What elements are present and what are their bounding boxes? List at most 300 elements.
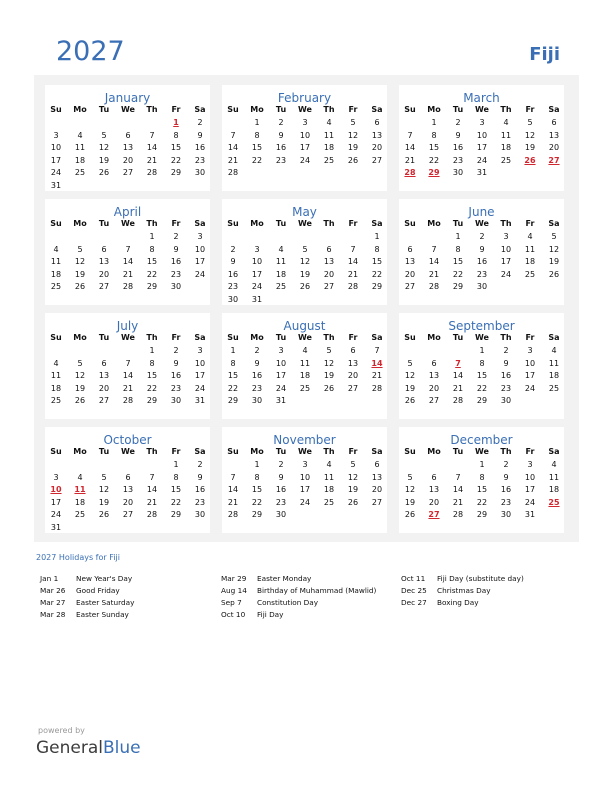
holiday-name: Easter Saturday: [76, 598, 135, 607]
day-cell: 21: [428, 269, 440, 279]
day-cell: 6: [350, 346, 356, 355]
day-cell: 14: [122, 371, 134, 380]
weekday-header: Su: [50, 105, 62, 114]
weekday-header: Tu: [275, 105, 287, 114]
day-cell: 14: [227, 143, 239, 152]
day-cell: 24: [50, 168, 62, 177]
day-cell: 2: [173, 232, 179, 241]
day-cell: 2: [503, 460, 509, 469]
weekday-header: Tu: [452, 105, 464, 114]
day-cell: 24: [50, 510, 62, 519]
day-cell: 7: [125, 358, 131, 368]
day-cell: 31: [50, 180, 62, 190]
day-cell: 17: [194, 257, 206, 266]
day-cell: 24: [524, 383, 536, 393]
holiday-name: New Year's Day: [76, 574, 133, 583]
day-cell: 1: [230, 346, 236, 355]
day-cell: 21: [146, 497, 158, 507]
weekday-header: Sa: [194, 447, 206, 456]
day-cell: 12: [74, 371, 86, 380]
day-cell: 19: [404, 497, 416, 507]
holiday-date: Oct 11: [401, 574, 426, 583]
day-cell: 21: [146, 155, 158, 165]
month-title: July: [116, 319, 139, 333]
day-cell: 25: [74, 510, 86, 519]
weekday-header: Th: [500, 219, 512, 228]
day-cell: 19: [548, 257, 560, 266]
holiday-day-cell: 25: [548, 497, 560, 507]
day-cell: 23: [170, 383, 182, 393]
day-cell: 24: [476, 155, 488, 165]
day-cell: 3: [527, 460, 533, 469]
month-october: [45, 427, 210, 533]
day-cell: 26: [548, 269, 560, 279]
day-cell: 30: [227, 294, 239, 304]
day-cell: 19: [98, 155, 110, 165]
weekday-header: We: [298, 333, 312, 342]
day-cell: 22: [428, 155, 440, 165]
day-cell: 12: [404, 371, 416, 380]
day-cell: 3: [503, 232, 509, 241]
day-cell: 1: [455, 232, 461, 241]
day-cell: 14: [146, 485, 158, 494]
day-cell: 1: [374, 232, 380, 241]
day-cell: 18: [548, 485, 560, 494]
day-cell: 21: [347, 269, 359, 279]
day-cell: 13: [404, 257, 416, 266]
day-cell: 22: [452, 269, 464, 279]
day-cell: 3: [302, 460, 308, 469]
day-cell: 24: [524, 497, 536, 507]
day-cell: 3: [479, 118, 485, 127]
day-cell: 17: [299, 143, 311, 152]
weekday-header: Fr: [525, 447, 535, 456]
holiday-name: Birthday of Muhammad (Mawlid): [257, 586, 377, 595]
weekday-header: Th: [323, 333, 335, 342]
day-cell: 30: [194, 168, 206, 177]
day-cell: 28: [122, 282, 134, 291]
day-cell: 10: [524, 358, 536, 368]
day-cell: 5: [407, 358, 413, 368]
day-cell: 22: [371, 269, 383, 279]
day-cell: 16: [476, 257, 488, 266]
day-cell: 16: [227, 269, 239, 279]
day-cell: 2: [455, 118, 461, 127]
day-cell: 3: [302, 118, 308, 127]
holiday-date: Mar 27: [40, 598, 66, 607]
day-cell: 3: [254, 244, 260, 254]
weekday-header: Fr: [525, 219, 535, 228]
day-cell: 10: [194, 358, 206, 368]
day-cell: 25: [74, 168, 86, 177]
logo-text-general: General: [36, 738, 103, 758]
day-cell: 1: [173, 460, 179, 469]
weekday-header: Tu: [98, 333, 110, 342]
weekday-header: Su: [227, 105, 239, 114]
month-title: June: [468, 205, 495, 219]
day-cell: 11: [548, 358, 560, 368]
weekday-header: Sa: [194, 333, 206, 342]
day-cell: 29: [146, 282, 158, 291]
day-cell: 13: [98, 371, 110, 380]
day-cell: 7: [149, 130, 155, 140]
day-cell: 26: [74, 396, 86, 405]
weekday-header: Sa: [194, 105, 206, 114]
weekday-header: Th: [323, 447, 335, 456]
day-cell: 16: [170, 371, 182, 380]
weekday-header: Mo: [427, 219, 441, 228]
day-cell: 8: [173, 472, 179, 482]
weekday-header: Su: [227, 447, 239, 456]
day-cell: 25: [500, 155, 512, 165]
day-cell: 6: [101, 244, 107, 254]
day-cell: 16: [170, 257, 182, 266]
day-cell: 27: [98, 282, 110, 291]
day-cell: 20: [371, 485, 383, 494]
day-cell: 25: [548, 383, 560, 393]
day-cell: 16: [251, 371, 263, 380]
day-cell: 25: [323, 497, 335, 507]
day-cell: 18: [524, 257, 536, 266]
day-cell: 4: [302, 346, 308, 355]
day-cell: 12: [74, 257, 86, 266]
day-cell: 22: [476, 497, 488, 507]
day-cell: 2: [479, 232, 485, 241]
weekday-header: Su: [227, 219, 239, 228]
day-cell: 8: [149, 244, 155, 254]
weekday-header: We: [475, 219, 489, 228]
day-cell: 25: [323, 155, 335, 165]
day-cell: 10: [476, 130, 488, 140]
weekday-header: Sa: [371, 333, 383, 342]
weekday-header: We: [121, 447, 135, 456]
day-cell: 27: [404, 282, 416, 291]
day-cell: 6: [125, 472, 131, 482]
month-title: December: [450, 433, 513, 447]
day-cell: 28: [452, 510, 464, 519]
month-august: [222, 313, 387, 419]
day-cell: 2: [173, 346, 179, 355]
day-cell: 18: [275, 269, 287, 279]
day-cell: 24: [251, 282, 263, 291]
day-cell: 8: [431, 130, 437, 140]
day-cell: 5: [77, 244, 83, 254]
day-cell: 19: [98, 497, 110, 507]
day-cell: 28: [428, 282, 440, 291]
day-cell: 21: [371, 371, 383, 380]
day-cell: 26: [404, 510, 416, 519]
day-cell: 26: [404, 396, 416, 405]
day-cell: 6: [374, 460, 380, 469]
day-cell: 11: [323, 130, 335, 140]
day-cell: 19: [74, 269, 86, 279]
day-cell: 5: [551, 232, 557, 241]
day-cell: 14: [428, 257, 440, 266]
day-cell: 17: [299, 485, 311, 494]
month-january: [45, 85, 210, 191]
day-cell: 26: [98, 168, 110, 177]
holiday-day-cell: 10: [50, 485, 62, 494]
weekday-header: We: [475, 105, 489, 114]
day-cell: 4: [326, 118, 332, 127]
day-cell: 29: [452, 282, 464, 291]
day-cell: 23: [194, 497, 206, 507]
day-cell: 10: [524, 472, 536, 482]
day-cell: 17: [50, 155, 62, 165]
holiday-name: Fiji Day (substitute day): [437, 574, 524, 583]
day-cell: 4: [53, 244, 59, 254]
day-cell: 29: [170, 510, 182, 519]
weekday-header: Fr: [171, 219, 181, 228]
holiday-day-cell: 27: [428, 510, 440, 519]
day-cell: 25: [50, 396, 62, 405]
weekday-header: Tu: [275, 219, 287, 228]
day-cell: 30: [452, 168, 464, 177]
month-title: October: [103, 433, 152, 447]
day-cell: 7: [230, 130, 236, 140]
day-cell: 2: [197, 118, 203, 127]
day-cell: 9: [173, 358, 179, 368]
day-cell: 17: [476, 143, 488, 152]
day-cell: 23: [500, 383, 512, 393]
day-cell: 30: [500, 396, 512, 405]
holiday-day-cell: 26: [524, 155, 536, 165]
weekday-header: We: [121, 105, 135, 114]
day-cell: 25: [524, 269, 536, 279]
day-cell: 29: [170, 168, 182, 177]
day-cell: 20: [404, 269, 416, 279]
day-cell: 26: [347, 155, 359, 165]
day-cell: 27: [371, 497, 383, 507]
holiday-name: Christmas Day: [437, 586, 491, 595]
day-cell: 11: [500, 130, 512, 140]
day-cell: 26: [347, 497, 359, 507]
day-cell: 29: [146, 396, 158, 405]
day-cell: 4: [527, 232, 533, 241]
day-cell: 3: [278, 346, 284, 355]
day-cell: 6: [551, 118, 557, 127]
weekday-header: Fr: [348, 333, 358, 342]
day-cell: 19: [404, 383, 416, 393]
weekday-header: Fr: [348, 447, 358, 456]
weekday-header: Fr: [348, 219, 358, 228]
weekday-header: Mo: [250, 333, 264, 342]
weekday-header: Mo: [73, 219, 87, 228]
day-cell: 23: [170, 269, 182, 279]
day-cell: 15: [476, 485, 488, 494]
day-cell: 23: [251, 383, 263, 393]
day-cell: 1: [254, 460, 260, 469]
holiday-date: Mar 28: [40, 610, 66, 619]
day-cell: 10: [251, 257, 263, 266]
weekday-header: Fr: [171, 333, 181, 342]
day-cell: 4: [551, 460, 557, 469]
day-cell: 17: [500, 257, 512, 266]
day-cell: 9: [503, 358, 509, 368]
day-cell: 29: [371, 282, 383, 291]
day-cell: 18: [74, 155, 86, 165]
weekday-header: Mo: [250, 447, 264, 456]
day-cell: 15: [476, 371, 488, 380]
weekday-header: Sa: [548, 105, 560, 114]
holiday-date: Mar 29: [221, 574, 247, 583]
weekday-header: Su: [404, 333, 416, 342]
holiday-day-cell: 29: [428, 168, 440, 177]
day-cell: 13: [347, 358, 359, 368]
weekday-header: Su: [404, 105, 416, 114]
day-cell: 29: [476, 510, 488, 519]
month-title: April: [113, 205, 142, 219]
day-cell: 5: [350, 460, 356, 469]
day-cell: 15: [251, 485, 263, 494]
day-cell: 26: [74, 282, 86, 291]
day-cell: 23: [500, 497, 512, 507]
day-cell: 15: [428, 143, 440, 152]
weekday-header: We: [298, 219, 312, 228]
day-cell: 16: [275, 143, 287, 152]
day-cell: 13: [428, 485, 440, 494]
day-cell: 20: [347, 371, 359, 380]
day-cell: 8: [374, 244, 380, 254]
day-cell: 9: [503, 472, 509, 482]
day-cell: 21: [404, 155, 416, 165]
month-title: August: [283, 319, 326, 333]
weekday-header: Tu: [98, 219, 110, 228]
day-cell: 17: [251, 269, 263, 279]
day-cell: 30: [275, 510, 287, 519]
holiday-date: Dec 25: [401, 586, 427, 595]
day-cell: 30: [500, 510, 512, 519]
day-cell: 28: [227, 510, 239, 519]
day-cell: 12: [98, 485, 110, 494]
weekday-header: Mo: [427, 105, 441, 114]
day-cell: 2: [278, 460, 284, 469]
month-title: February: [277, 91, 332, 105]
day-cell: 17: [524, 485, 536, 494]
day-cell: 28: [122, 396, 134, 405]
month-september: [399, 313, 564, 419]
day-cell: 24: [275, 383, 287, 393]
day-cell: 24: [194, 269, 206, 279]
day-cell: 12: [323, 358, 335, 368]
day-cell: 20: [122, 155, 134, 165]
day-cell: 22: [170, 155, 182, 165]
day-cell: 21: [452, 383, 464, 393]
day-cell: 16: [194, 143, 206, 152]
weekday-header: Fr: [525, 105, 535, 114]
day-cell: 10: [299, 472, 311, 482]
day-cell: 4: [278, 244, 284, 254]
weekday-header: Th: [146, 333, 158, 342]
day-cell: 5: [77, 358, 83, 368]
day-cell: 30: [170, 282, 182, 291]
day-cell: 10: [275, 358, 287, 368]
month-july: [45, 313, 210, 419]
weekday-header: Fr: [348, 105, 358, 114]
weekday-header: We: [121, 219, 135, 228]
day-cell: 20: [98, 269, 110, 279]
weekday-header: Su: [50, 219, 62, 228]
holiday-date: Oct 10: [221, 610, 246, 619]
day-cell: 31: [476, 168, 488, 177]
day-cell: 15: [371, 257, 383, 266]
generalblue-logo[interactable]: [36, 738, 141, 758]
day-cell: 15: [146, 257, 158, 266]
day-cell: 7: [431, 244, 437, 254]
month-november: [222, 427, 387, 533]
weekday-header: Sa: [371, 105, 383, 114]
month-december: [399, 427, 564, 533]
day-cell: 15: [170, 143, 182, 152]
weekday-header: Th: [146, 105, 158, 114]
weekday-header: We: [121, 333, 135, 342]
day-cell: 2: [278, 118, 284, 127]
day-cell: 20: [122, 497, 134, 507]
day-cell: 8: [230, 358, 236, 368]
day-cell: 15: [452, 257, 464, 266]
day-cell: 23: [452, 155, 464, 165]
weekday-header: Th: [146, 219, 158, 228]
weekday-header: We: [298, 105, 312, 114]
month-may: [222, 199, 387, 305]
year-title: 2027: [56, 36, 125, 67]
day-cell: 22: [251, 497, 263, 507]
weekday-header: Fr: [171, 447, 181, 456]
holiday-name: Good Friday: [76, 586, 120, 595]
month-march: [399, 85, 564, 191]
weekday-header: Sa: [548, 333, 560, 342]
weekday-header: Su: [404, 447, 416, 456]
day-cell: 8: [479, 472, 485, 482]
day-cell: 20: [428, 497, 440, 507]
day-cell: 9: [278, 130, 284, 140]
weekday-header: Th: [500, 447, 512, 456]
day-cell: 8: [455, 244, 461, 254]
day-cell: 18: [323, 143, 335, 152]
day-cell: 1: [479, 346, 485, 355]
weekday-header: Fr: [171, 105, 181, 114]
day-cell: 18: [50, 383, 62, 393]
day-cell: 15: [170, 485, 182, 494]
day-cell: 14: [122, 257, 134, 266]
day-cell: 13: [122, 485, 134, 494]
weekday-header: Sa: [194, 219, 206, 228]
holiday-name: Boxing Day: [437, 598, 479, 607]
day-cell: 13: [371, 130, 383, 140]
day-cell: 18: [548, 371, 560, 380]
day-cell: 12: [98, 143, 110, 152]
day-cell: 12: [299, 257, 311, 266]
day-cell: 30: [170, 396, 182, 405]
day-cell: 5: [101, 130, 107, 140]
day-cell: 31: [194, 396, 206, 405]
weekday-header: Su: [404, 219, 416, 228]
weekday-header: Tu: [452, 447, 464, 456]
weekday-header: Mo: [73, 105, 87, 114]
day-cell: 13: [98, 257, 110, 266]
day-cell: 3: [197, 232, 203, 241]
weekday-header: Su: [50, 333, 62, 342]
day-cell: 20: [98, 383, 110, 393]
day-cell: 14: [452, 485, 464, 494]
day-cell: 6: [326, 244, 332, 254]
day-cell: 13: [371, 472, 383, 482]
day-cell: 18: [74, 497, 86, 507]
holiday-date: Jan 1: [40, 574, 59, 583]
day-cell: 8: [173, 130, 179, 140]
day-cell: 1: [479, 460, 485, 469]
day-cell: 12: [404, 485, 416, 494]
